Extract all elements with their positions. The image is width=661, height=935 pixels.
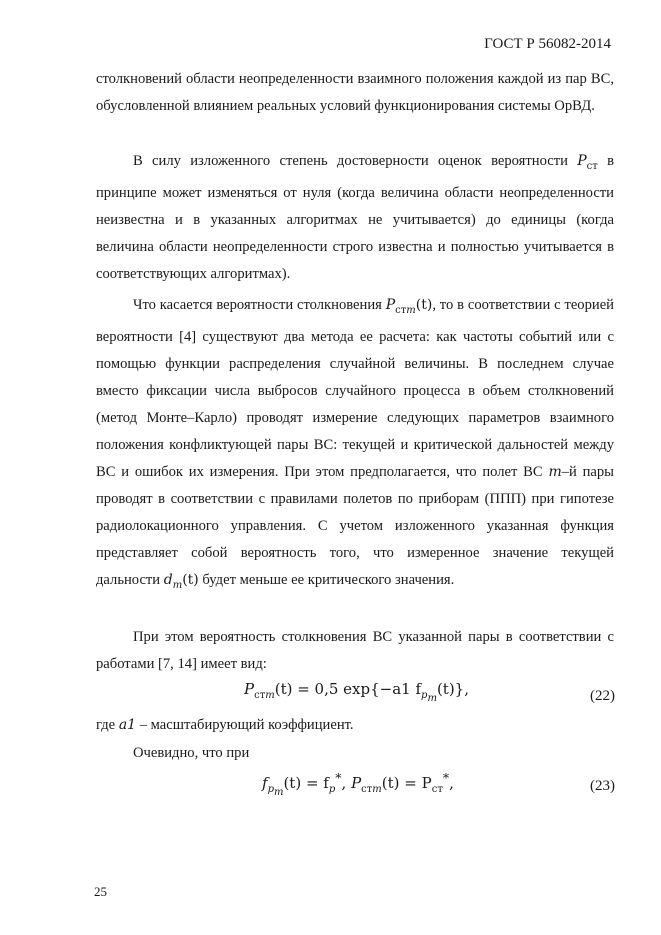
paragraph-4-text: При этом вероятность столкновения ВС указанной пары в соответствии с работами [7, 14] имеет вид:: [96, 629, 614, 672]
formula-m: m: [548, 463, 562, 480]
formula-p-st: $P_{ст}$: [577, 153, 598, 172]
paragraph-5-text-b: – масштабирующий коэффициент.: [136, 717, 354, 733]
paragraph-3-text-b: , то в соответствии с теорией вероятности [4] существуют два метода ее расчета: как частоты событий или с помощью функции распределения случайной величины. В последнем случае вместо фиксации числа выбросов случайного процесса в объем столкновений (метод Монте–Карло) проводят измерение следующих параметров взаимного положения конфликтующей пары ВС: текущей и критической дальностей между ВС и ошибок их измерения. При этом предполагается, что полет ВС: [96, 297, 614, 480]
paragraph-2-text-a: В силу изложенного степень достоверности оценок вероятности: [133, 153, 578, 169]
paragraph-6: [96, 740, 614, 767]
paragraph-5: [96, 712, 614, 739]
paragraph-5-text-a: где: [96, 717, 119, 733]
formula-a1: a1: [118, 717, 137, 733]
paragraph-2: [96, 148, 614, 288]
paragraph-4: [96, 624, 614, 678]
paragraph-6-text: Очевидно, что при: [133, 745, 250, 761]
formula-p-st-m-t: $P_{стm}(t)$: [385, 297, 433, 316]
equation-22: $P_{стm}(t) = 0,5$ exp{−a1 $f_{p_m}(t)$},: [244, 680, 469, 704]
equation-23: $f_{p_m}(t) = f_p^*$, $P_{стm}(t) = P_{ст}^*$,: [262, 770, 454, 798]
formula-d-m-t: $d_m(t)$: [163, 571, 199, 591]
paragraph-1: [96, 66, 614, 120]
paragraph-3: [96, 292, 614, 599]
document-header-code: ГОСТ Р 56082-2014: [484, 36, 611, 52]
paragraph-3-text-c: –й пары проводят в соответствии с правилами полетов по приборам (ППП) при гипотезе радиолокационного управления. С учетом изложенного указанная функция представляет собой вероятность того, что измеренное значение текущей дальности: [96, 463, 614, 588]
paragraph-3-text-a: Что касается вероятности столкновения: [133, 297, 386, 313]
paragraph-2-text-b: в принципе может изменяться от нуля (когда величина области неопределенности неизвестна и в указанных алгоритмах не учитывается) до единицы (когда величина области неопределенности строго известна и полностью учитывается в соответствующих алгоритмах).: [96, 153, 614, 282]
page-number: 25: [94, 884, 107, 899]
equation-22-number: (22): [590, 688, 615, 704]
paragraph-1-text: столкновений области неопределенности взаимного положения каждой из пар ВС, обусловленной влиянием реальных условий функционирования системы ОрВД.: [96, 71, 614, 114]
equation-23-number: (23): [590, 778, 615, 794]
paragraph-3-text-d: будет меньше ее критического значения.: [198, 571, 455, 588]
